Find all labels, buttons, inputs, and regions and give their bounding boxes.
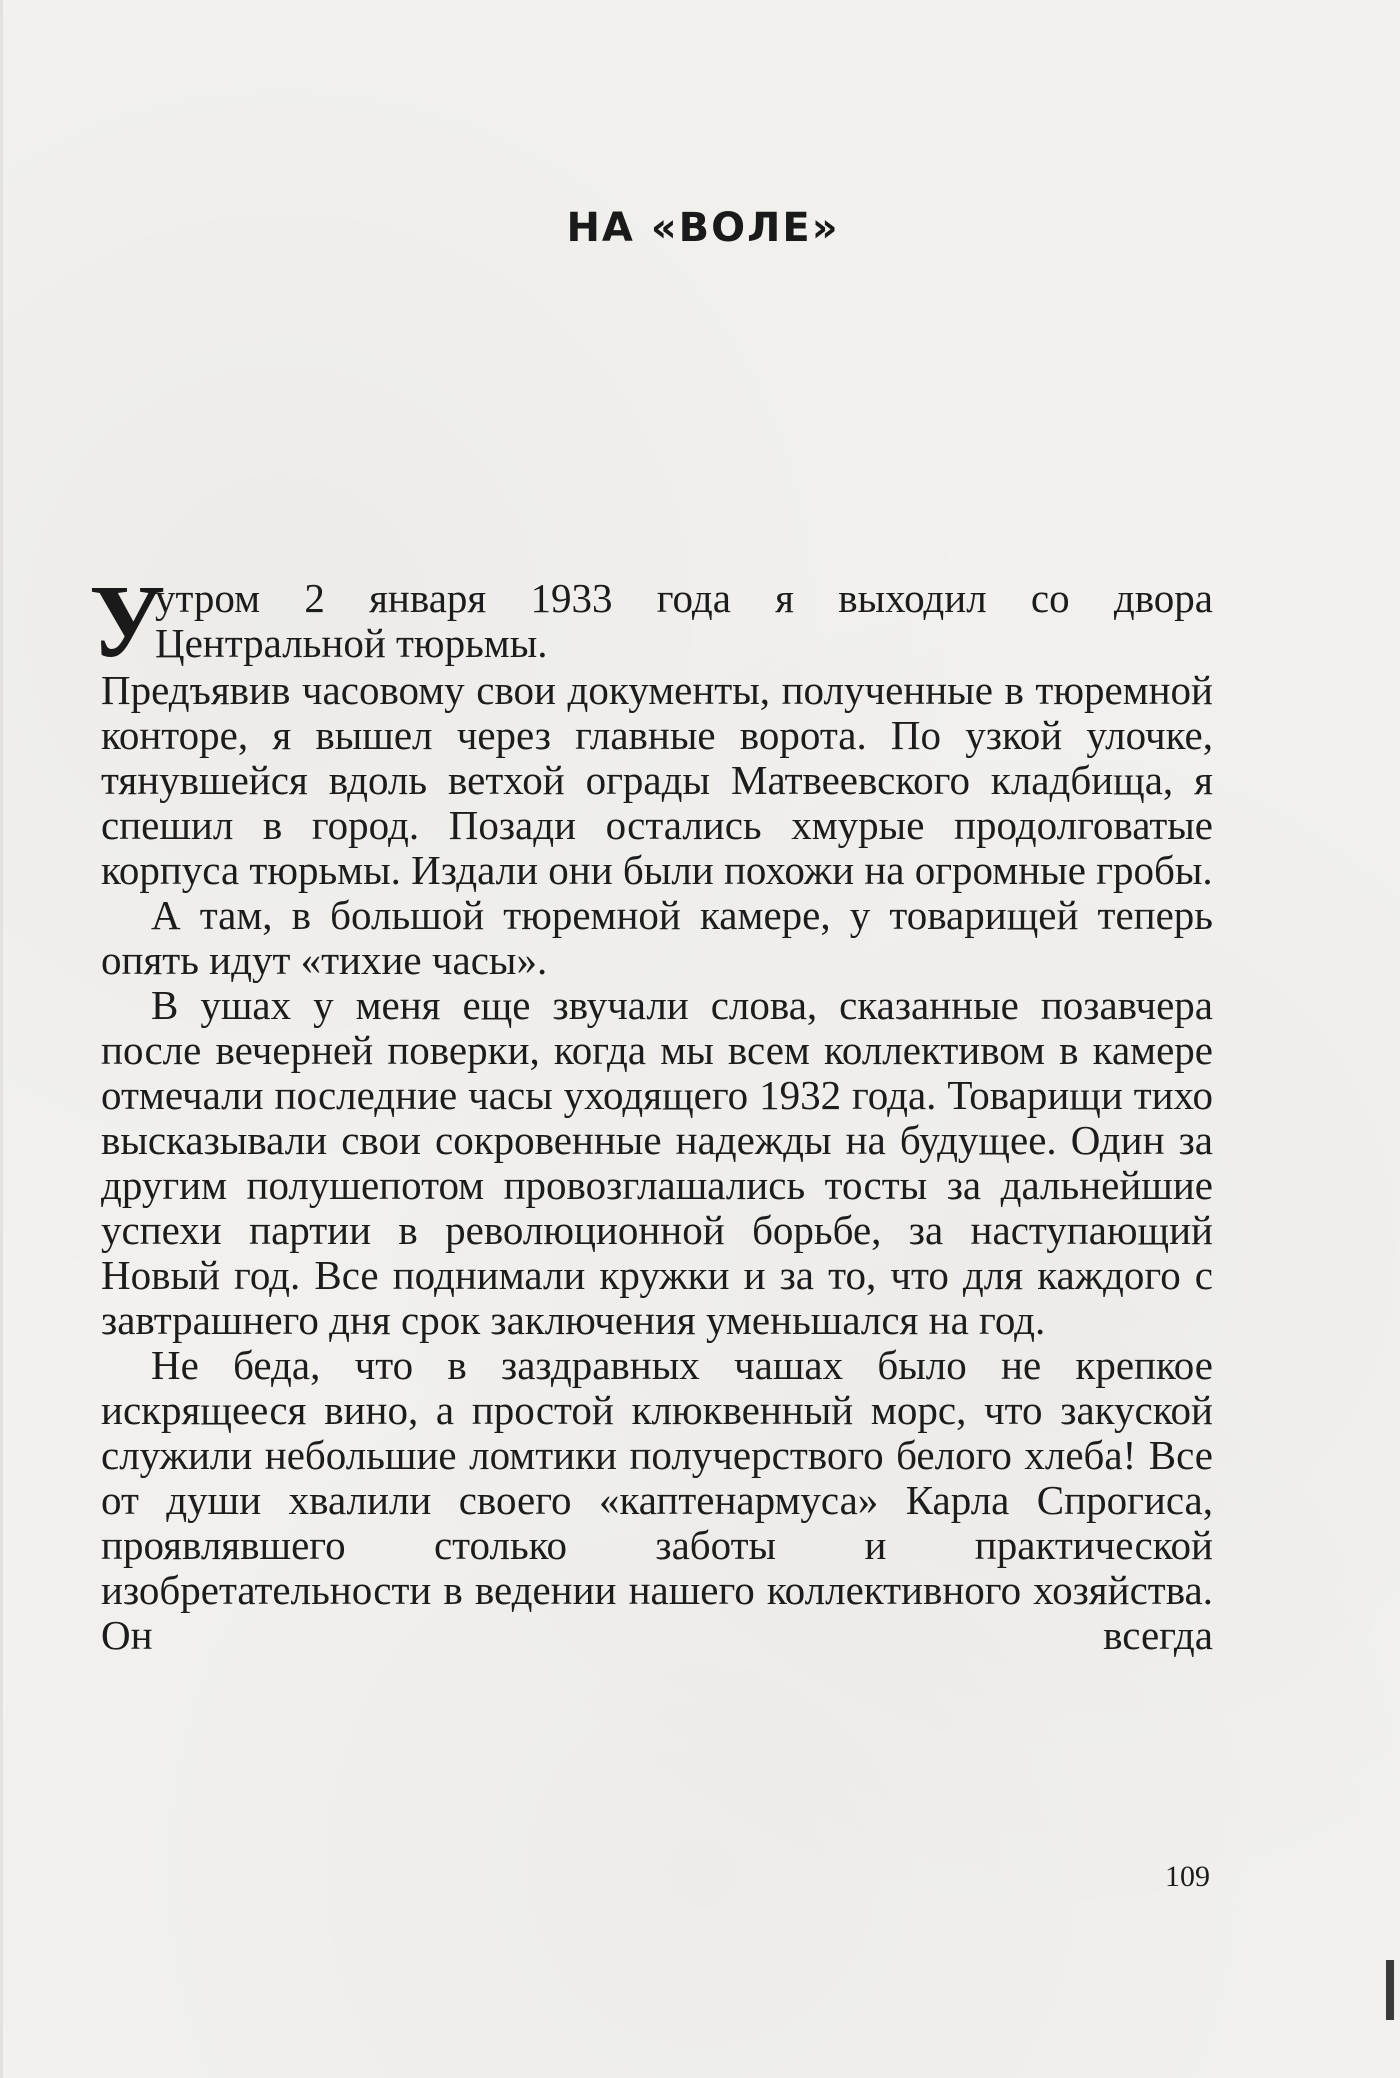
drop-cap: У [89,564,166,679]
opening-line-1: утром 2 января 1933 года я выходил со двора [155,575,1213,621]
scan-edge-mark [1386,1960,1394,2020]
page-number: 109 [1165,1860,1210,1893]
paragraph-2: А там, в большой тюремной камере, у товарищей теперь опять идут «тихие часы». [101,892,1213,983]
chapter-title: НА «ВОЛЕ» [566,205,840,251]
paragraph-3: В ушах у меня еще звучали слова, сказанные позавчера после вечерней поверки, когда мы всем коллективом в камере отмечали последние часы уходящего 1932 года. Товарищи тихо высказывали свои сокровенные надежды на будущее. Один за другим полушепотом провозглашались тосты за дальнейшие успехи партии в революционной борьбе, за наступающий Новый год. Все поднимали кружки и за то, что для каждого с завтрашнего дня срок заключения уменьшался на год. [101,982,1213,1343]
paragraph-1: Предъявив часовому свои документы, полученные в тюремной конторе, я вышел через главные ворота. По узкой улочке, тянувшейся вдоль ветхой ограды Матвеевского кладбища, я спешил в город. Позади остались хмурые продолговатые корпуса тюрьмы. Издали они были похожи на огромные гробы. [101,667,1213,893]
opening-line-2: Центральной тюрьмы. [155,620,548,666]
body-text [101,668,1213,1658]
paragraph-4: Не беда, что в заздравных чашах было не крепкое искрящееся вино, а простой клюквенный морс, что закуской служили небольшие ломтики получерствого белого хлеба! Все от души хвалили своего «каптенармуса» Карла Спрогиса, проявлявшего столько заботы и практической изобретательности в ведении нашего коллективного хозяйства. Он всегда [101,1342,1213,1658]
opening-paragraph [89,564,1213,679]
